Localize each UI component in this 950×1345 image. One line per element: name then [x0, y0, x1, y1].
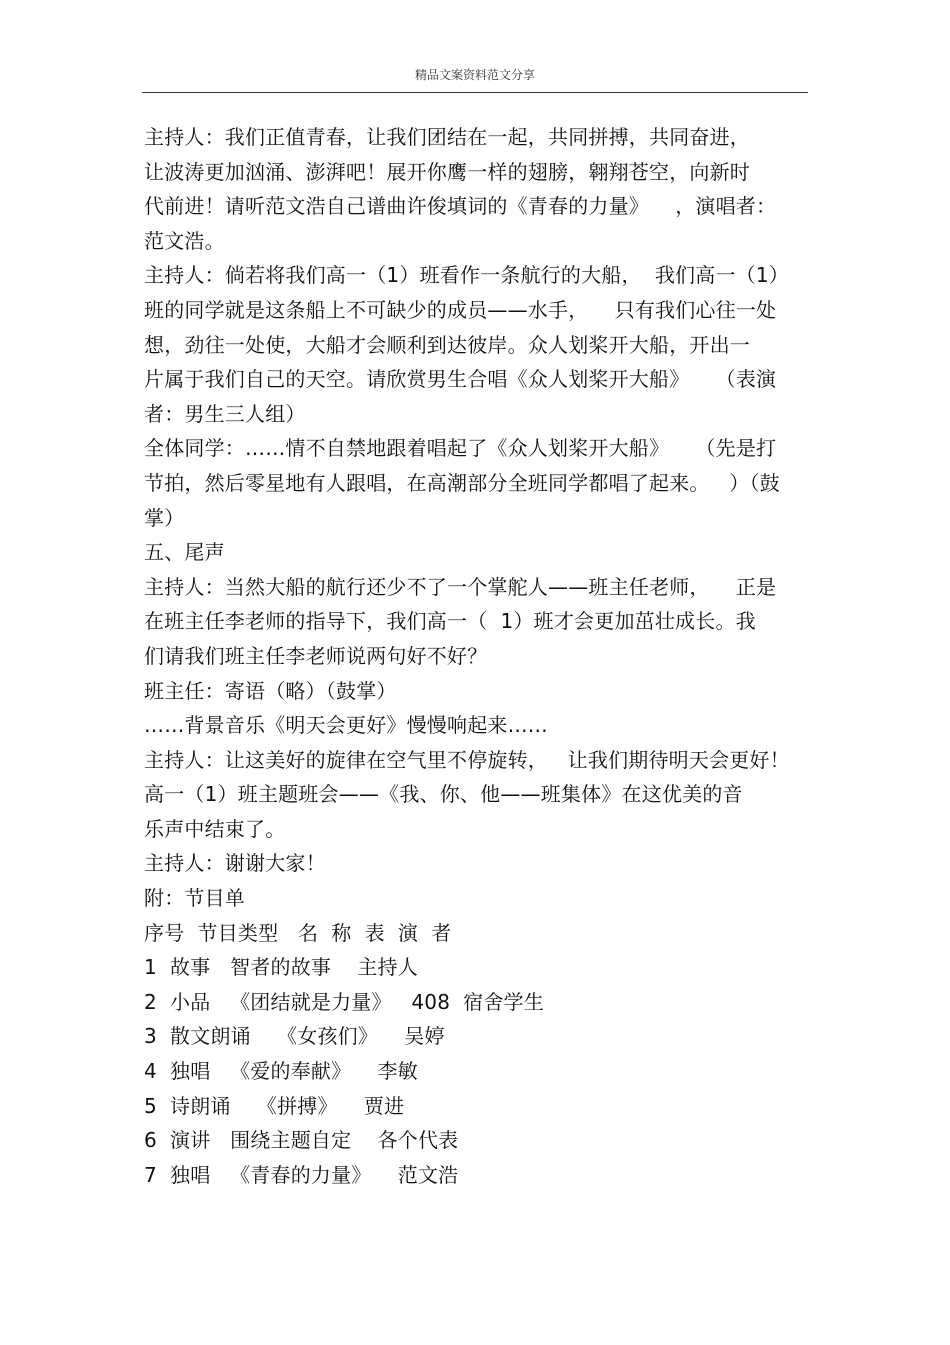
page-header [142, 64, 808, 93]
program-list-item: 6 演讲 围绕主题自定 各个代表 [144, 1128, 459, 1153]
text-line: 范文浩。 [144, 228, 225, 253]
text-line: 代前进！请听范文浩自己谱曲许俊填词的《青春的力量》 ，演唱者： [144, 194, 777, 219]
text-line: 全体同学：……情不自禁地跟着唱起了《众人划桨开大船》 （先是打 [144, 436, 777, 461]
text-line: 主持人：我们正值青春，让我们团结在一起，共同拼搏，共同奋进， [144, 125, 750, 149]
text-line: 者：男生三人组） [144, 401, 306, 426]
program-list-item: 4 独唱 《爱的奉献》 李敏 [144, 1059, 418, 1084]
text-line: 高一（1）班主题班会——《我、你、他——班集体》在这优美的音 [144, 782, 743, 807]
text-line: 主持人：让这美好的旋律在空气里不停旋转， 让我们期待明天会更好！ [144, 747, 790, 772]
program-list-item: 1 故事 智者的故事 主持人 [144, 955, 418, 980]
text-line: 片属于我们自己的天空。请欣赏男生合唱《众人划桨开大船》 （表演 [144, 367, 777, 392]
text-line: ……背景音乐《明天会更好》慢慢响起来…… [144, 713, 548, 738]
text-line: 节拍，然后零星地有人跟唱，在高潮部分全班同学都唱了起来。 ）（鼓 [144, 470, 780, 495]
document-body [144, 120, 814, 1192]
program-list-item: 7 独唱 《青春的力量》 范文浩 [144, 1162, 459, 1187]
text-line: 乐声中结束了。 [144, 816, 286, 841]
text-line: 班主任：寄语（略）（鼓掌） [144, 678, 397, 703]
text-line: 掌） [144, 505, 185, 530]
text-line: 在班主任李老师的指导下，我们高一（ 1）班才会更加茁壮成长。我 [144, 609, 756, 634]
program-list-item: 2 小品 《团结就是力量》 408 宿舍学生 [144, 989, 545, 1014]
header-title: 精品文案资料范文分享 [414, 68, 535, 82]
program-list-item: 3 散文朗诵 《女孩们》 吴婷 [144, 1024, 445, 1049]
text-line: 们请我们班主任李老师说两句好不好？ [144, 643, 488, 668]
text-line: 主持人：当然大船的航行还少不了一个掌舵人——班主任老师， 正是 [144, 574, 777, 599]
text-line: 主持人：谢谢大家！ [144, 851, 326, 876]
text-line: 主持人：倘若将我们高一（1）班看作一条航行的大船， 我们高一（1） [144, 263, 789, 288]
section-heading: 五、尾声 [144, 540, 225, 565]
text-line: 让波涛更加汹涌、澎湃吧！展开你鹰一样的翅膀，翱翔苍空，向新时 [144, 159, 750, 184]
text-line: 想，劲往一处使，大船才会顺利到达彼岸。众人划桨开大船，开出一 [144, 332, 750, 357]
program-list-header: 序号 节目类型 名 称 表 演 者 [144, 920, 452, 945]
text-line: 班的同学就是这条船上不可缺少的成员——水手， 只有我们心往一处 [144, 297, 777, 322]
program-list-item: 5 诗朗诵 《拼搏》 贾进 [144, 1093, 405, 1118]
appendix-heading: 附：节目单 [144, 886, 245, 911]
